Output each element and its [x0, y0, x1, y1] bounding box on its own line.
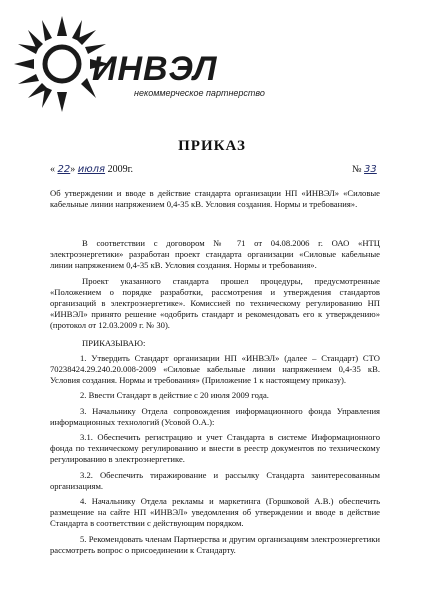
number-value: 33	[364, 164, 377, 175]
order-item-3-1: 3.1. Обеспечить регистрацию и учет Стандарта в системе Информационного фонда по техническому регулированию и внести в реестр документов по техническому регулированию в электроэнергетике.	[50, 432, 380, 465]
date-year: 2009	[107, 164, 128, 175]
date-month: июля	[77, 164, 106, 175]
logo-wordmark: ИНВЭЛ	[92, 50, 218, 88]
document-body	[50, 238, 380, 560]
date-prefix: «	[50, 164, 55, 175]
order-item-3-2: 3.2. Обеспечить тиражирование и рассылку Стандарта заинтересованным организациям.	[50, 469, 380, 491]
number-label: №	[352, 164, 362, 175]
paragraph-procedure: Проект указанного стандарта прошел процедуры, предусмотренные «Положением о порядке разработки, рассмотрения и утверждения стандартов организаций в электроэнергетике». Комиссией по техническому регулированию НП «ИНВЭЛ» принято решение «одобрить стандарт и рекомендовать его к утверждению» (протокол от 12.03.2009 г. № 30).	[50, 275, 380, 331]
order-item-2: 2. Ввести Стандарт в действие с 20 июля 2009 года.	[80, 390, 269, 401]
date-sep: »	[70, 164, 76, 175]
logo-subtitle: некоммерческое партнерство	[134, 88, 265, 98]
order-item-3: 3. Начальнику Отдела сопровождения информационного фонда Управления информационных технологий (Усовой О.А.):	[50, 405, 380, 427]
order-item-1: 1. Утвердить Стандарт организации НП «ИНВЭЛ» (далее – Стандарт) СТО 70238424.29.240.20.008-2009 «Силовые кабельные линии напряжением 0,4-35 кВ. Условия создания. Нормы и требования» (Приложение 1 к настоящему приказу).	[50, 352, 380, 386]
document-number	[352, 164, 377, 175]
document-subject: Об утверждении и вводе в действие стандарта организации НП «ИНВЭЛ» «Силовые кабельные линии напряжением 0,4-35 кВ. Условия создания. Нормы и требования».	[50, 188, 380, 209]
order-item-5: 5. Рекомендовать членам Партнерства и другим организациям электроэнергетики рассмотреть вопрос о присоединении к Стандарту.	[50, 533, 380, 555]
document-date	[50, 164, 133, 175]
date-suffix: г.	[127, 164, 134, 175]
date-day: 22	[57, 164, 71, 175]
order-item-4: 4. Начальнику Отдела рекламы и маркетинга (Горшковой А.В.) обеспечить размещение на сайте НП «ИНВЭЛ» уведомления об утверждении и вводе в действие Стандарта в соответствии с действующим порядком.	[50, 496, 380, 529]
paragraph-contract: В соответствии с договором № 71 от 04.08.2006 г. ОАО «НТЦ электроэнергетики» разработан проект стандарта организации «Силовые кабельные линии напряжением 0,4-35 кВ. Условия создания. Нормы и требования».	[50, 238, 380, 271]
document-title: ПРИКАЗ	[178, 138, 246, 154]
order-heading: ПРИКАЗЫВАЮ:	[82, 337, 146, 348]
